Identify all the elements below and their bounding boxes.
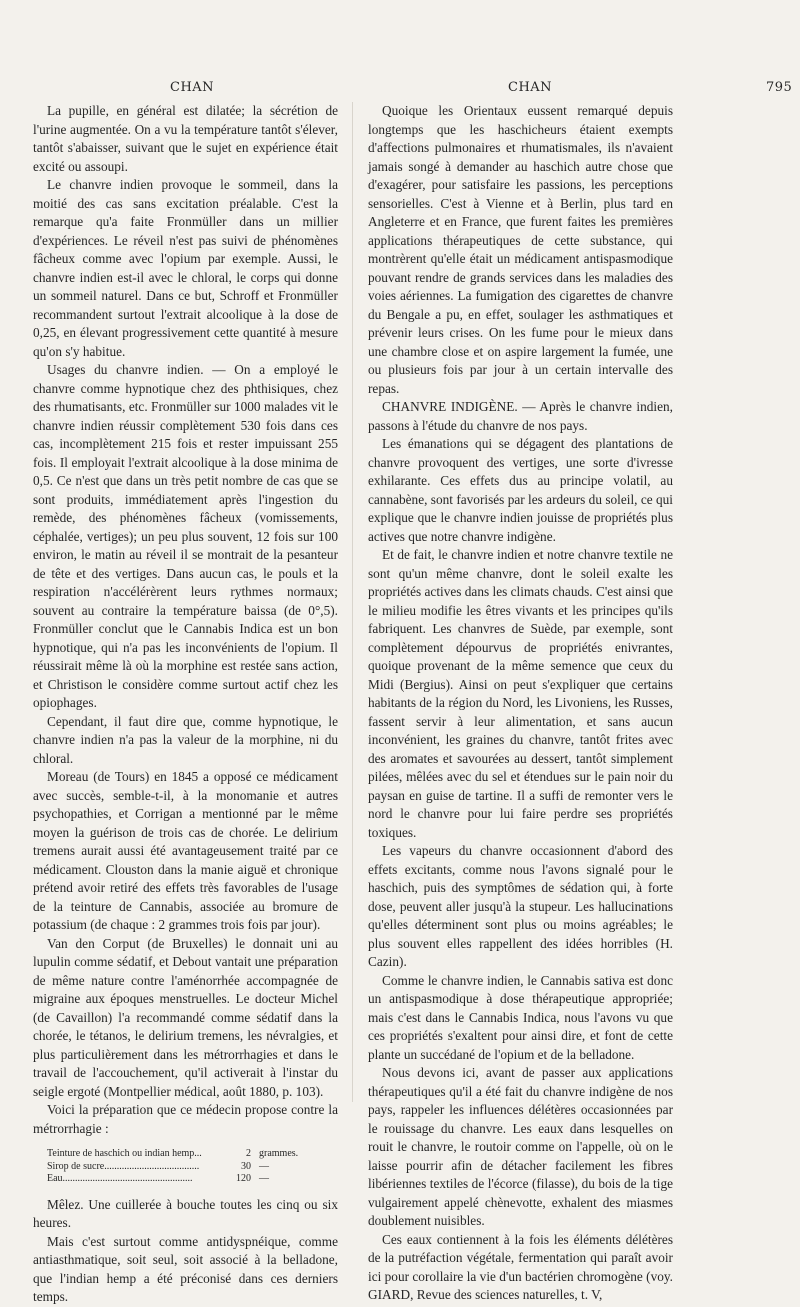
- column-gutter: [352, 102, 353, 1102]
- paragraph: Quoique les Orientaux eussent remarqué depuis longtemps que les haschicheurs étaient exempts d'affections pulmonaires et rhumatismales, ils n'avaient jamais songé à demander au haschich autre chose que d'exagérer, pour satisfaire les passions, les perceptions sensorielles. C'est à Vienne et à Berlin, plus tard en Angleterre et en France, que furent faites les premières applications thérapeutiques de cette substance, qui montrèrent qu'elle était un médicament antispasmodique pouvant rendre de grands services dans les maladies des voies aériennes. La fumigation des cigarettes de chanvre du Bengale a pu, en effet, soulager les asthmatiques et prévenir leurs crises. On les fume pour le mieux dans une chambre close et on aspire largement la fumée, une ou plusieurs fois par jour à un certain intervalle des repas.: [368, 103, 673, 396]
- recipe-row: [47, 1148, 317, 1161]
- running-head-right: CHAN: [508, 80, 553, 95]
- paragraph: Comme le chanvre indien, le Cannabis sativa est donc un antispasmodique à dose thérapeutique appropriée; mais c'est dans le Cannabis Indica, nous l'avons vu que ces propriétés s'exaltent pour ainsi dire, et font de cette plante un succédané de l'opium et de la belladone.: [368, 972, 673, 1062]
- paragraph: Et de fait, le chanvre indien et notre chanvre textile ne sont qu'un même chanvre, dont le soleil exalte les propriétés actives dans les climats chauds. C'est ainsi que le milieu modifie les êtres vivants et les principes qu'ils fabriquent. Les chanvres de Suède, par exemple, sont complètement dépourvus de propriétés enivrantes, quoique provenant de la même semence que ceux du Midi (Bergius). Ainsi on peut s'expliquer que certains habitants de la région du Nord, les Livoniens, les Russes, fassent servir à leur alimentation, et sans aucun inconvénient, les graines du chanvre, tantôt frites avec des aromates et savourées au dessert, tantôt simplement pilées, mêlées avec du sel et étendues sur le pain noir du paysan en guise de tartine. Il a suffi de remonter vers le nord le chanvre pour lui faire perdre ses propriétés toxiques.: [368, 547, 673, 840]
- recipe-table: [47, 1148, 317, 1186]
- recipe-quantity: 2: [246, 1148, 251, 1159]
- recipe-row: [47, 1161, 317, 1174]
- recipe-ingredient: Sirop de sucre......................................: [47, 1160, 200, 1172]
- recipe-ingredient: Eau....................................................: [47, 1173, 193, 1184]
- paragraph: Mais c'est surtout comme antidyspnéique, comme antiasthmatique, soit seul, soit associé à la belladone, que l'indian hemp a été préconisé dans ces derniers temps.: [33, 1233, 338, 1304]
- recipe-unit: grammes.: [259, 1148, 299, 1159]
- left-column: [33, 102, 338, 1307]
- paragraph: Voici la préparation que ce médecin propose contre la métrorrhagie :: [33, 1102, 338, 1136]
- running-head-left: CHAN: [170, 80, 215, 95]
- recipe-unit: —: [259, 1160, 269, 1172]
- paragraph: Cependant, il faut dire que, comme hypnotique, le chanvre indien n'a pas la valeur de la morphine, ni du chloral.: [33, 713, 338, 766]
- recipe-quantity: 30: [241, 1160, 251, 1172]
- paragraph: Usages du chanvre indien. — On a employé le chanvre comme hypnotique chez des phthisiques, chez des rhumatisants, etc. Fronmüller sur 1000 malades vit le chanvre indien réussir complètement 530 fois dans ces cas, incomplètement 215 fois et rester impuissant 255 fois. Il employait l'extrait alcoolique à la dose minima de 0,5. Ce n'est que dans un très petit nombre de cas que se sont produits, immédiatement après l'ingestion du remède, des phénomènes fâcheux (vomissements, céphalée, vertiges); un peu plus souvent, 12 fois sur 100 environ, le matin au réveil il se montrait de la pesanteur de tête et des vertiges. Dans aucun cas, le pouls et la respiration n'accélérèrent leurs rythmes normaux; souvent au contraire la température baissa (de 0°,5). Fronmüller conclut que le Cannabis Indica est un bon hypnotique, qui n'a pas les inconvénients de l'opium. Il réussirait même là où la morphine est restée sans action, et Christison le considère comme surtout actif chez les opiophages.: [33, 362, 338, 710]
- page-number: 795: [766, 80, 793, 95]
- paragraph: Nous devons ici, avant de passer aux applications thérapeutiques qu'il a été fait du chanvre indigène de nos pays, rappeler les influences délétères occasionnées par le rouissage du chanvre. Les eaux dans lesquelles on rouit le chanvre, le routoir comme on l'appelle, où on le laisse pourrir afin de détacher facilement les fibres libériennes textiles de l'écorce (filasse), du bois de la tige vulgairement appelé chènevotte, exhalent des miasmes doublement nuisibles.: [368, 1065, 673, 1228]
- paragraph: La pupille, en général est dilatée; la sécrétion de l'urine augmentée. On a vu la température tantôt s'élever, tantôt s'abaisser, suivant que le sujet en expérience était excité ou assoupi.: [33, 103, 338, 174]
- recipe-ingredient: Teinture de haschich ou indian hemp...: [47, 1148, 202, 1159]
- paragraph: Van den Corput (de Bruxelles) le donnait uni au lupulin comme sédatif, et Debout vantait une préparation de même nature contre l'aménorrhée accompagnée de migraine aux époques menstruelles. Le docteur Michel (de Cavaillon) l'a recommandé comme sédatif dans la chorée, le tétanos, le delirium tremens, les névralgies, et plus particulièrement dans les métrorrhagies et dans le travail de l'accouchement, qu'il activerait à l'instar du seigle ergoté (Montpellier médical, août 1880, p. 103).: [33, 935, 338, 1099]
- paragraph: Le chanvre indien provoque le sommeil, dans la moitié des cas sans excitation préalable. C'est la remarque qu'a faite Fronmüller dans un millier d'expériences. Le réveil n'est pas suivi de phénomènes fâcheux comme avec l'opium par exemple. Aussi, le chanvre indien est-il avec le chloral, le corps qui donne un sommeil naturel. Dans ce but, Schroff et Fronmüller recommandent surtout l'extrait alcoolique à la dose de 0,25, en élevant progressivement cette quantité à mesure qu'on s'y habitue.: [33, 177, 338, 359]
- paragraph: Mêlez. Une cuillerée à bouche toutes les cinq ou six heures.: [33, 1196, 338, 1230]
- paragraph: Les vapeurs du chanvre occasionnent d'abord des effets excitants, comme nous l'avons signalé pour le haschich, puis des symptômes de sédation qui, à forte dose, peuvent aller jusqu'à la stupeur. Les hallucinations qu'elles déterminent sont plus ou moins agréables; le plus souvent elles rappellent des idées horribles (H. Cazin).: [368, 843, 673, 969]
- recipe-unit: —: [259, 1173, 269, 1184]
- paragraph: CHANVRE INDIGÈNE. — Après le chanvre indien, passons à l'étude du chanvre de nos pays.: [368, 399, 673, 433]
- paragraph: Moreau (de Tours) en 1845 a opposé ce médicament avec succès, semble-t-il, à la monomanie et autres psychopathies, et Corrigan a mentionné par le même moyen la guérison de trois cas de chorée. Le delirium tremens aurait aussi été avantageusement traité par ce médicament. Clouston dans la manie aiguë et chronique prétend avoir retiré des effets très favorables de l'usage de la teinture de Cannabis, associée au bromure de potassium (de chaque : 2 grammes trois fois par jour).: [33, 769, 338, 932]
- paragraph: Les émanations qui se dégagent des plantations de chanvre provoquent des vertiges, une sorte d'ivresse exhilarante. Ces effets dus au principe volatil, au cannabène, sont favorisés par les ardeurs du soleil, ce qui explique que le chanvre indien jouisse de propriétés plus actives que notre chanvre indigène.: [368, 436, 673, 544]
- recipe-quantity: 120: [236, 1173, 251, 1184]
- recipe-row: [47, 1173, 317, 1186]
- paragraph: Ces eaux contiennent à la fois les éléments délétères de la putréfaction végétale, fermentation qui paraît avoir ici pour corollaire la vie d'un bactérien chromogène (voy. GIARD, Revue des sciences naturelles, t. V,: [368, 1231, 673, 1302]
- right-column: [368, 102, 673, 1305]
